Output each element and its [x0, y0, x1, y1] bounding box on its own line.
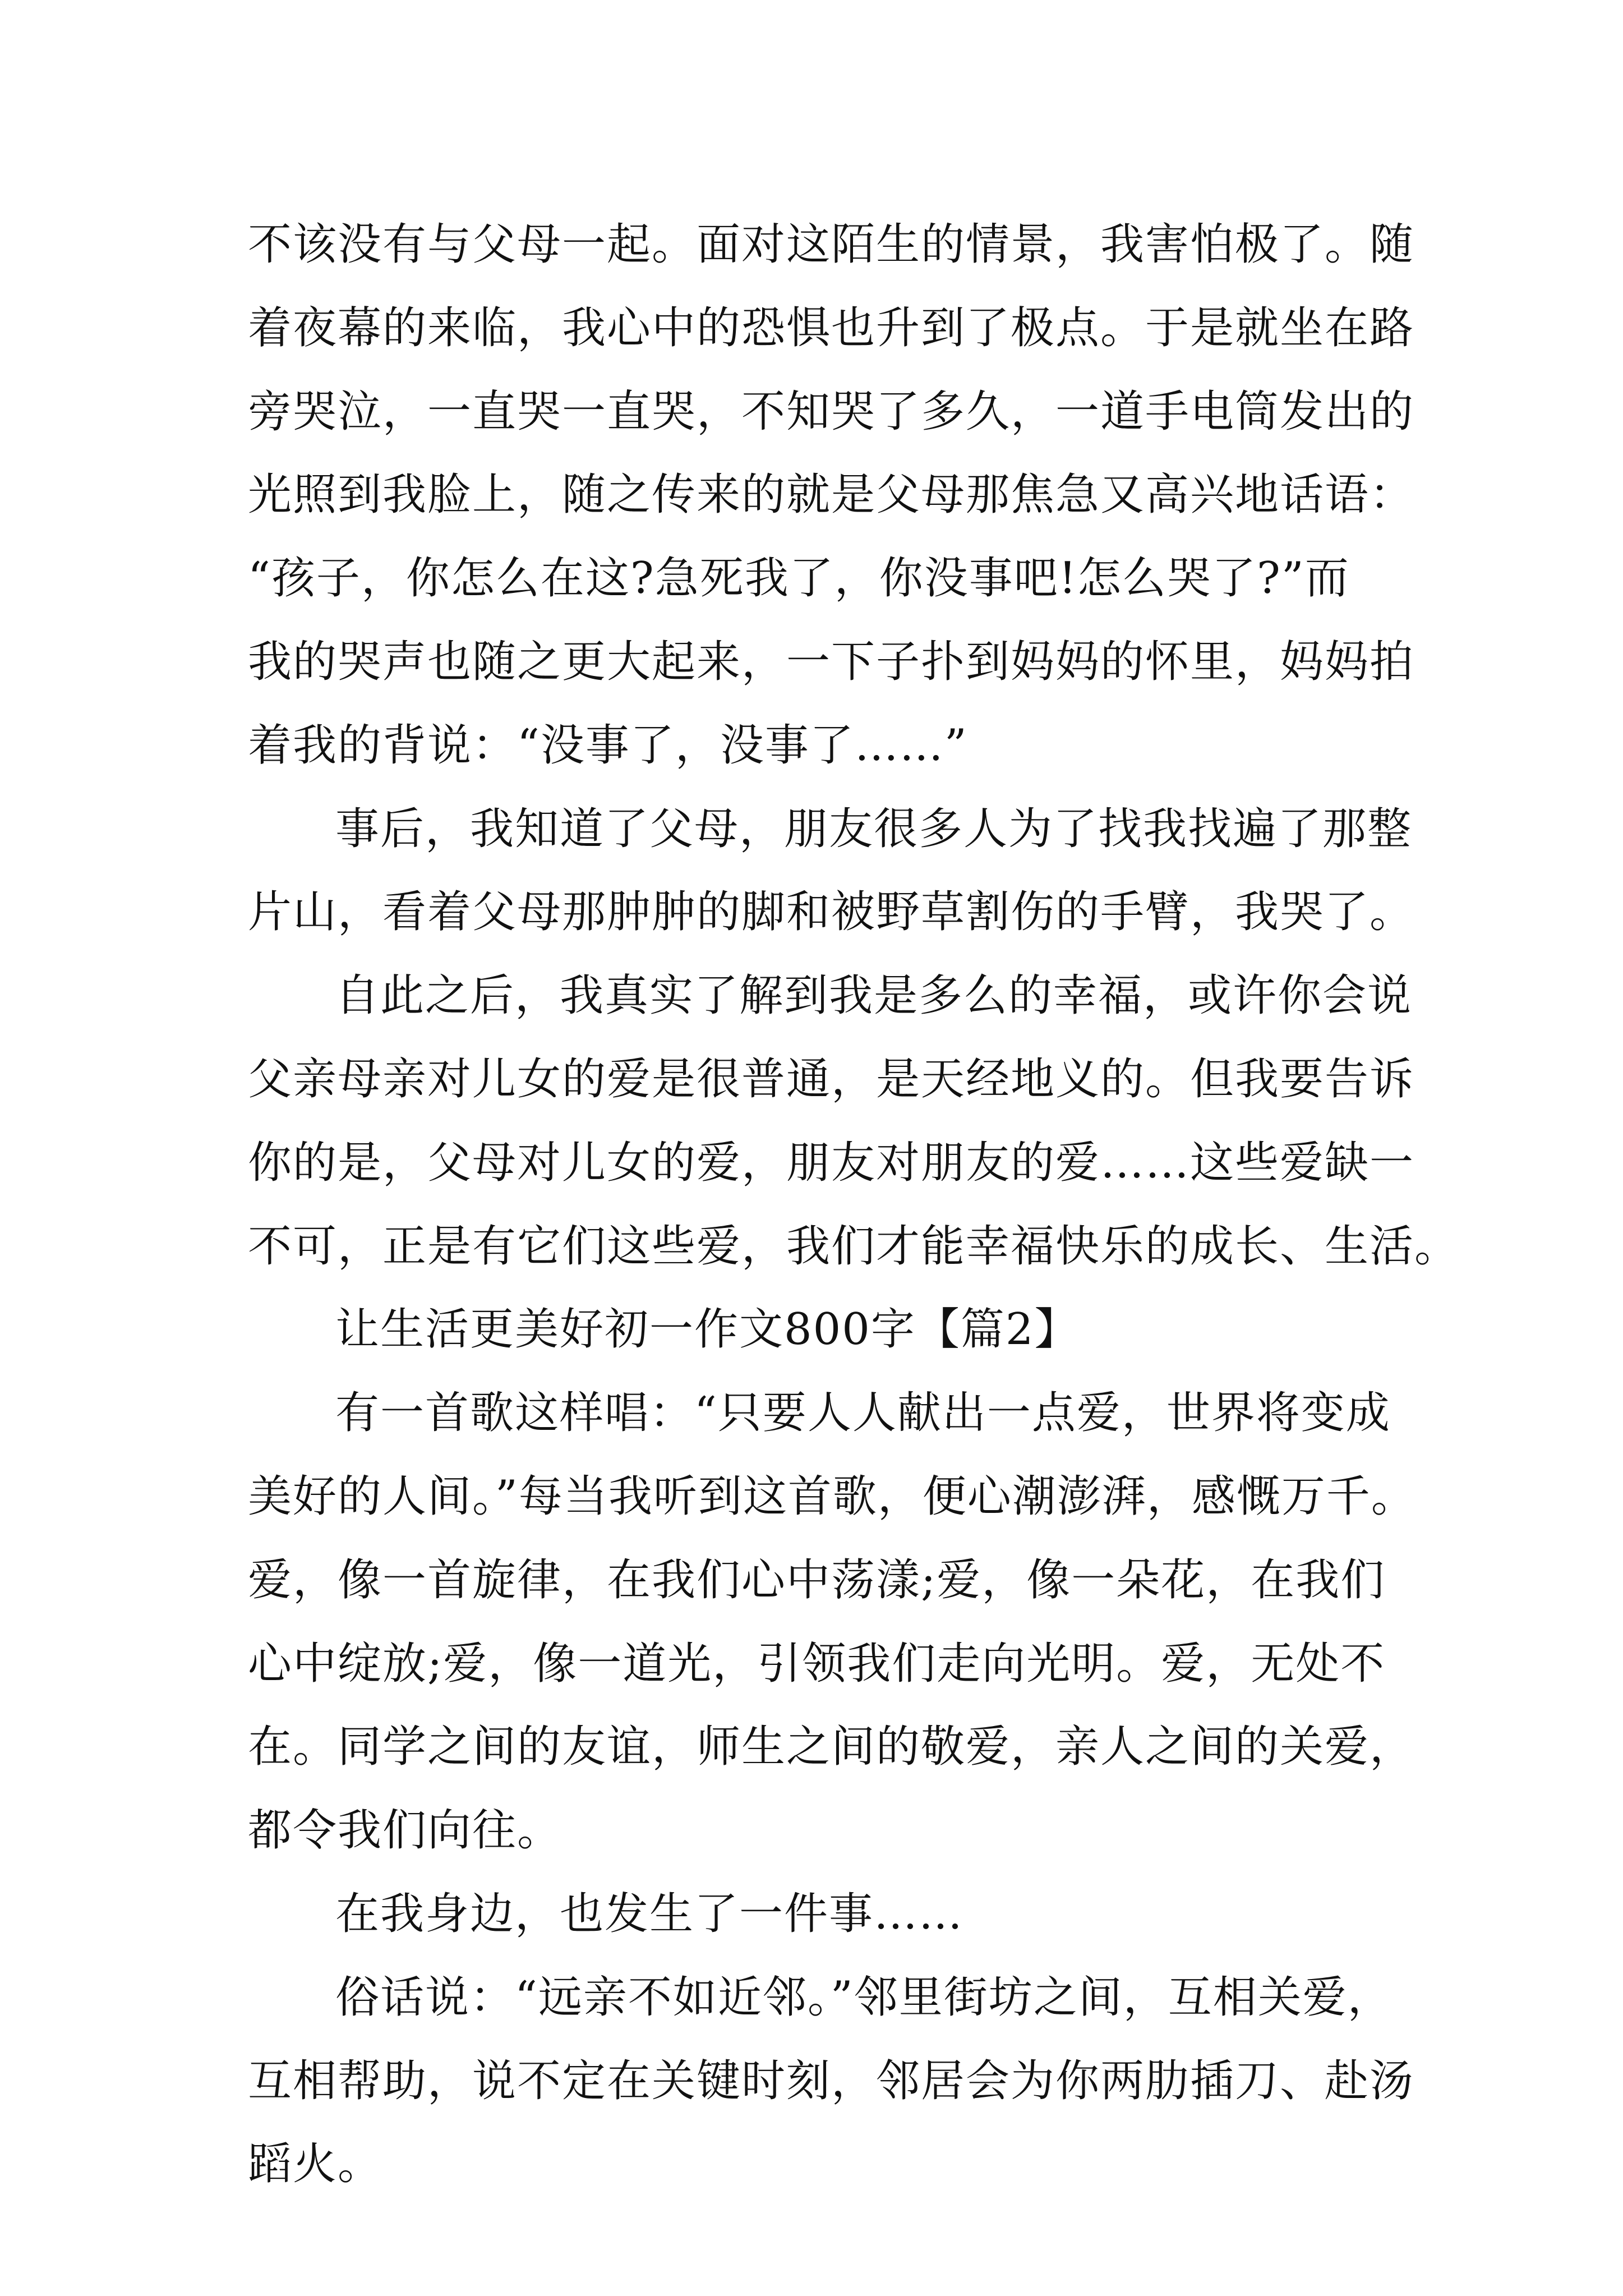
text-line: 在。同学之间的友谊，师生之间的敬爱，亲人之间的关爱，	[248, 1722, 1415, 1773]
paragraph-first-line: 俗话说：“远亲不如近邻。”邻里街坊之间，互相关爱，	[335, 1972, 1393, 2023]
paragraph-first-line: 在我身边，也发生了一件事……	[335, 1888, 964, 1939]
text-line: 爱，像一首旋律，在我们心中荡漾;爱，像一朵花，在我们	[248, 1554, 1386, 1605]
text-line: 旁哭泣，一直哭一直哭，不知哭了多久，一道手电筒发出的	[248, 386, 1415, 437]
text-line: 我的哭声也随之更大起来，一下子扑到妈妈的怀里，妈妈拍	[248, 636, 1415, 687]
text-line: 片山，看着父母那肿肿的脚和被野草割伤的手臂，我哭了。	[248, 887, 1415, 938]
text-line: 着我的背说：“没事了，没事了……”	[248, 720, 968, 771]
section-heading: 让生活更美好初一作文800字【篇2】	[335, 1304, 1080, 1355]
text-line: 你的是，父母对儿女的爱，朋友对朋友的爱……这些爱缺一	[248, 1137, 1415, 1188]
text-line: 光照到我脸上，随之传来的就是父母那焦急又高兴地话语：	[248, 470, 1415, 521]
text-line: 不可，正是有它们这些爱，我们才能幸福快乐的成长、生活。	[248, 1221, 1460, 1272]
text-line: “孩子，你怎么在这?急死我了，你没事吧!怎么哭了?”而	[248, 553, 1350, 604]
text-line: 父亲母亲对儿女的爱是很普通，是天经地义的。但我要告诉	[248, 1053, 1415, 1105]
text-line: 心中绽放;爱，像一道光，引领我们走向光明。爱，无处不	[248, 1638, 1386, 1689]
text-line: 都令我们向往。	[248, 1805, 562, 1856]
paragraph-first-line: 有一首歌这样唱：“只要人人献出一点爱，世界将变成	[335, 1388, 1391, 1439]
text-line: 着夜幕的来临，我心中的恐惧也升到了极点。于是就坐在路	[248, 302, 1415, 353]
text-line: 蹈火。	[248, 2139, 383, 2190]
article-body	[248, 203, 1460, 2206]
text-line: 互相帮助，说不定在关键时刻，邻居会为你两肋插刀、赴汤	[248, 2055, 1415, 2106]
paragraph-first-line: 自此之后，我真实了解到我是多么的幸福，或许你会说	[335, 970, 1413, 1022]
paragraph-first-line: 事后，我知道了父母，朋友很多人为了找我找遍了那整	[335, 803, 1413, 854]
text-line: 美好的人间。”每当我听到这首歌，便心潮澎湃，感慨万千。	[248, 1471, 1416, 1522]
text-line: 不该没有与父母一起。面对这陌生的情景，我害怕极了。随	[248, 219, 1415, 270]
